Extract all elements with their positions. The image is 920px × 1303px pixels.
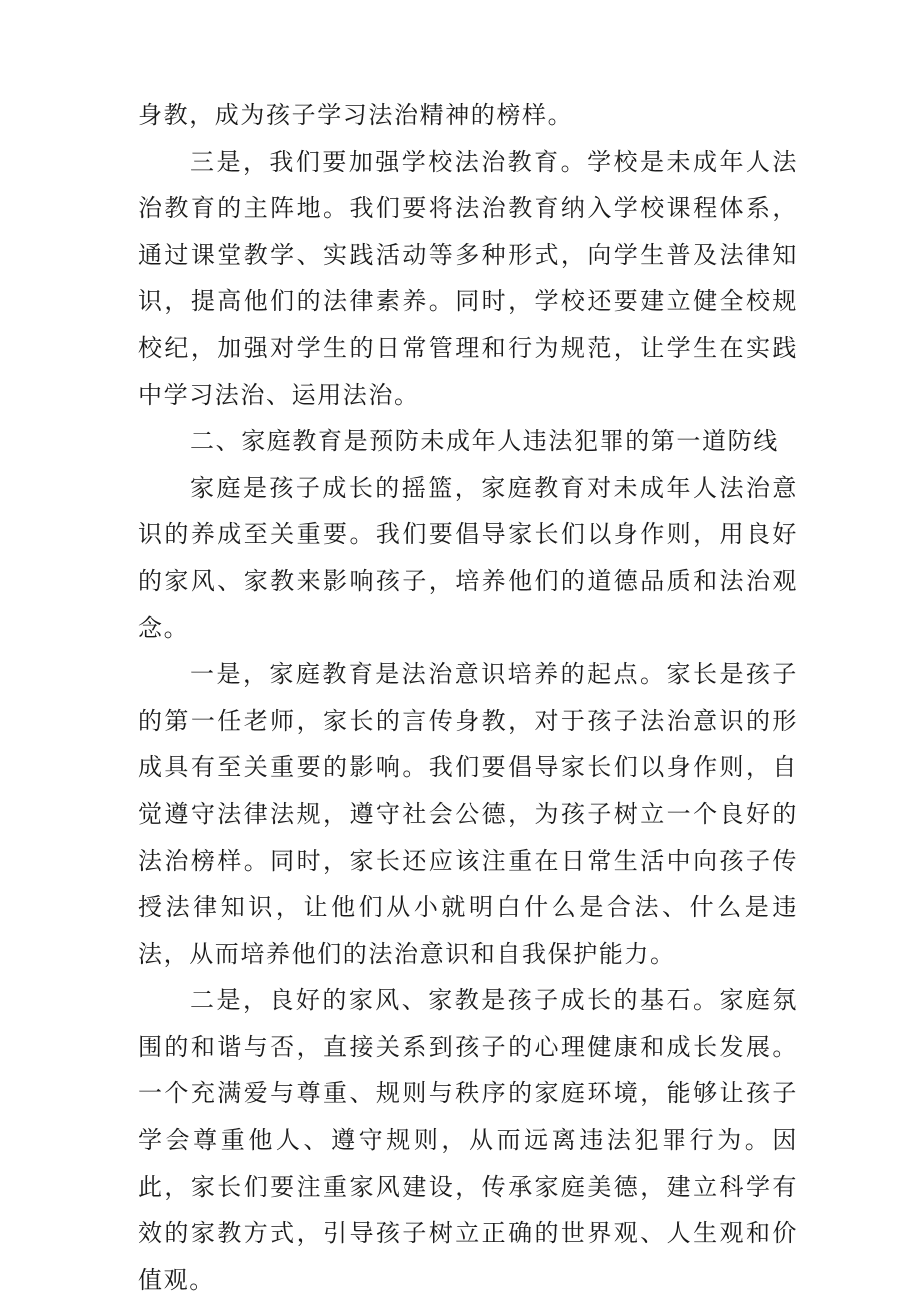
paragraph-school-education: 三是，我们要加强学校法治教育。学校是未成年人法治教育的主阵地。我们要将法治教育纳入学校课程体系，通过课堂教学、实践活动等多种形式，向学生普及法律知识，提高他们的法律素养。同时，学校还要建立健全校规校纪，加强对学生的日常管理和行为规范，让学生在实践中学习法治、运用法治。 xyxy=(138,147,798,409)
document-body xyxy=(138,92,798,1303)
paragraph-family-tradition: 二是，良好的家风、家教是孩子成长的基石。家庭氛围的和谐与否，直接关系到孩子的心理健康和成长发展。一个充满爱与尊重、规则与秩序的家庭环境，能够让孩子学会尊重他人、遵守规则，从而远离违法犯罪行为。因此，家长们要注重家风建设，传承家庭美德，建立科学有效的家教方式，引导孩子树立正确的世界观、人生观和价值观。 xyxy=(138,986,798,1294)
paragraph-continuation: 身教，成为孩子学习法治精神的榜样。 xyxy=(138,101,574,129)
paragraph-family-starting-point: 一是，家庭教育是法治意识培养的起点。家长是孩子的第一任老师，家长的言传身教，对于孩子法治意识的形成具有至关重要的影响。我们要倡导家长们以身作则，自觉遵守法律法规，遵守社会公德，为孩子树立一个良好的法治榜样。同时，家长还应该注重在日常生活中向孩子传授法律知识，让他们从小就明白什么是合法、什么是违法，从而培养他们的法治意识和自我保护能力。 xyxy=(138,660,798,968)
section-heading-family-education: 二、家庭教育是预防未成年人违法犯罪的第一道防线 xyxy=(190,427,779,456)
paragraph-family-intro: 家庭是孩子成长的摇篮，家庭教育对未成年人法治意识的养成至关重要。我们要倡导家长们以身作则，用良好的家风、家教来影响孩子，培养他们的道德品质和法治观念。 xyxy=(138,473,798,642)
